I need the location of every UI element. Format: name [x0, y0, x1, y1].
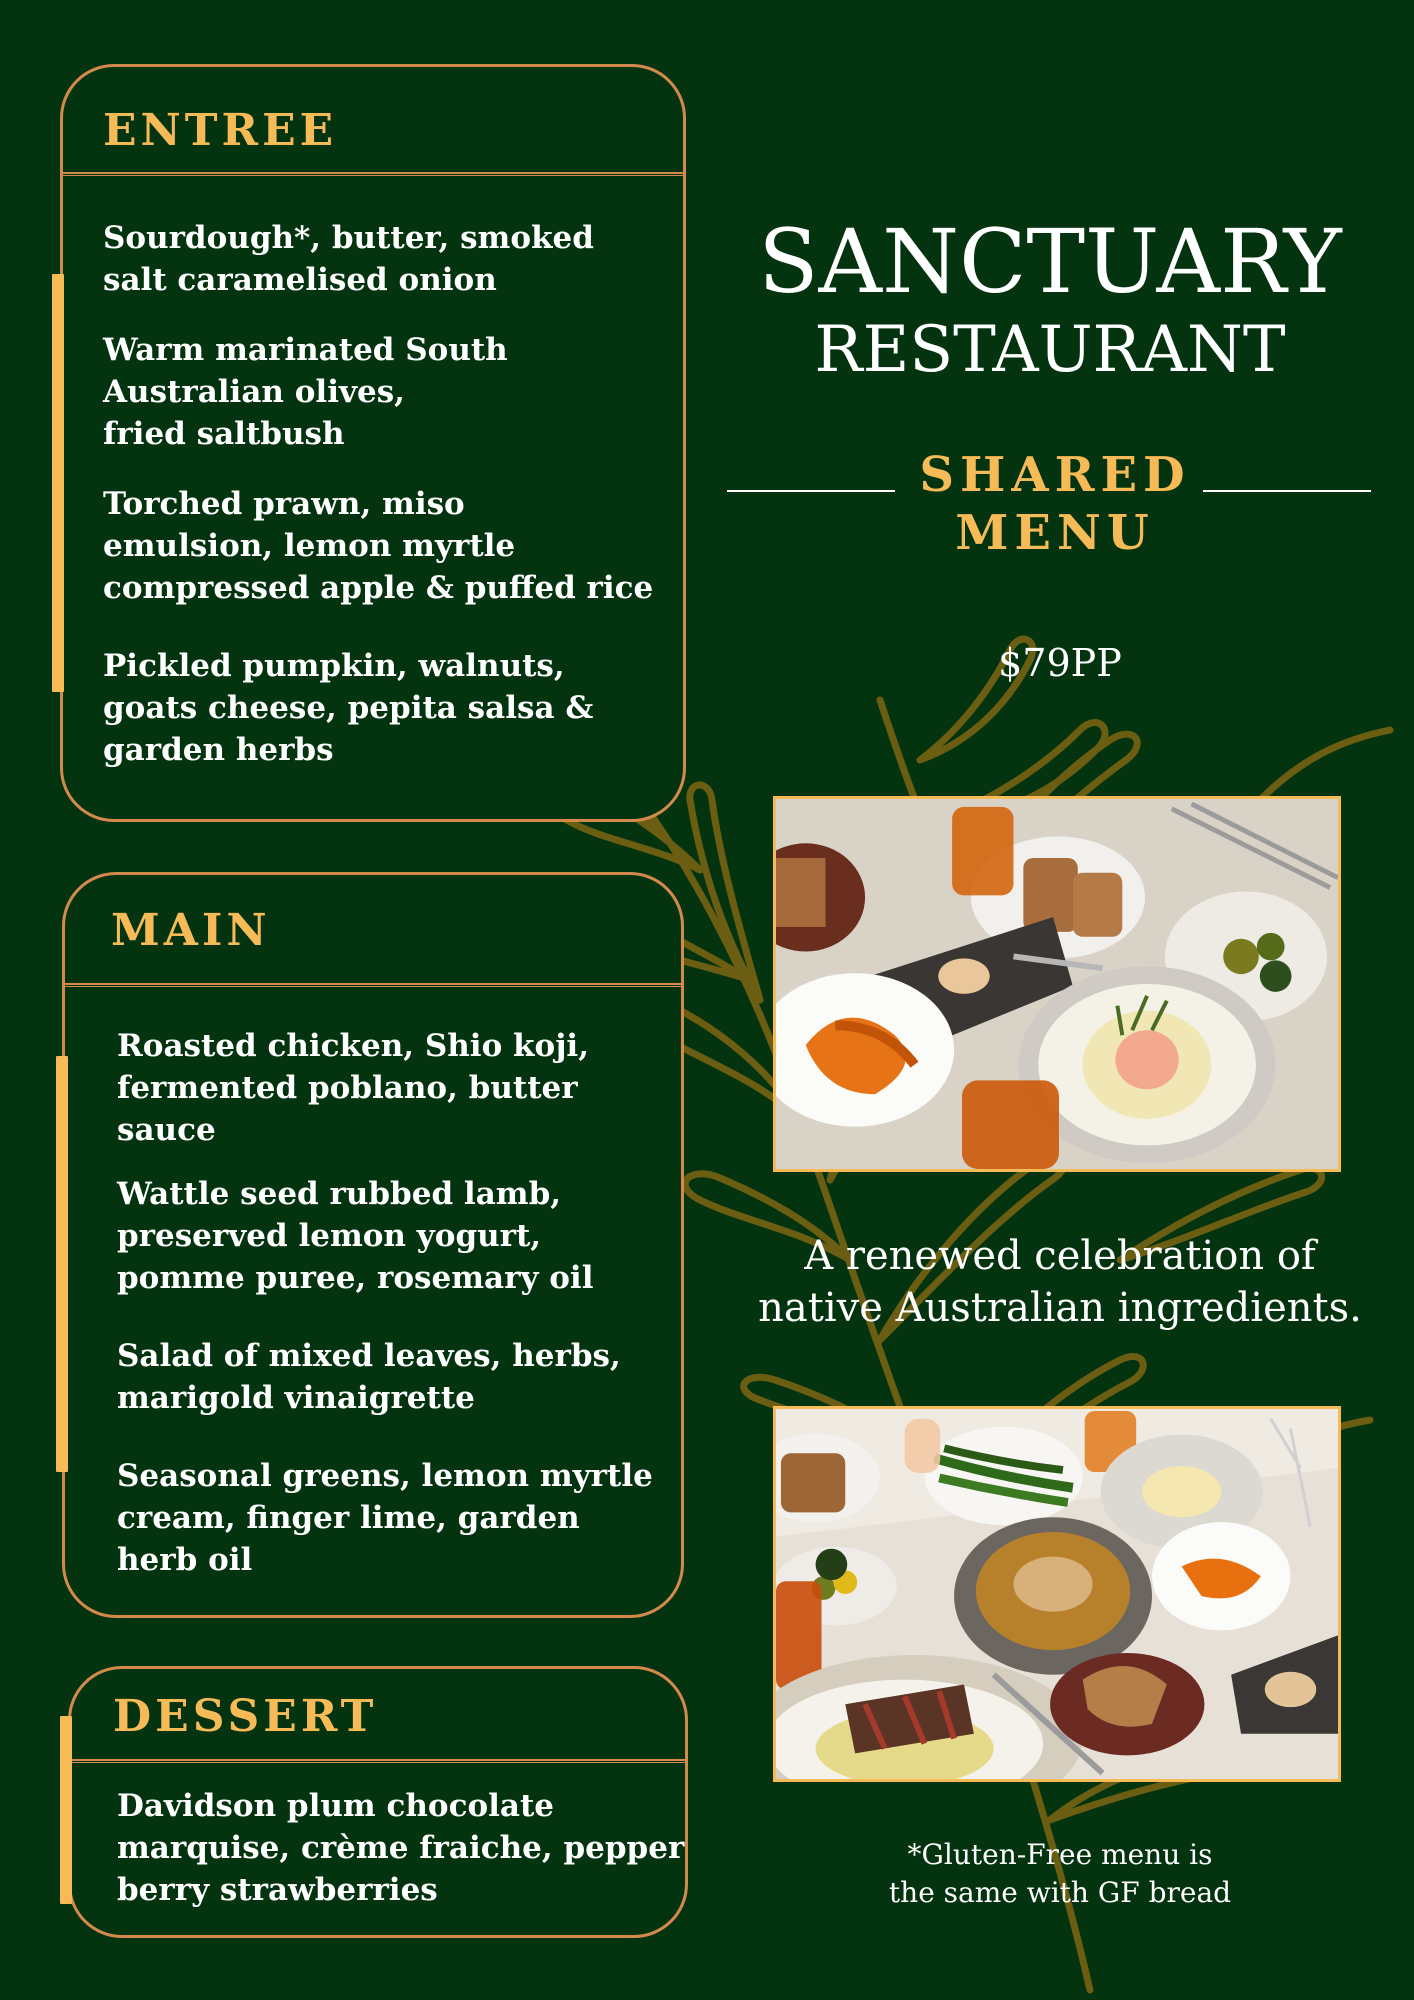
- entree-title: ENTREE: [103, 105, 338, 156]
- dessert-accent-bar: [60, 1716, 72, 1904]
- entree-card: [60, 64, 686, 822]
- main-item-3: Salad of mixed leaves, herbs, marigold vinaigrette: [117, 1338, 621, 1416]
- heading-rule-right: [1203, 490, 1371, 492]
- shared-menu-heading: SHARED MENU: [919, 447, 1191, 561]
- table-setting-photo: [773, 1406, 1341, 1782]
- gluten-free-note: *Gluten-Free menu is the same with GF bread: [888, 1838, 1232, 1909]
- entree-item-2: Warm marinated South Australian olives, fried saltbush: [103, 332, 508, 452]
- entree-item-4: Pickled pumpkin, walnuts, goats cheese, pepita salsa & garden herbs: [103, 648, 594, 768]
- entree-item-1: Sourdough*, butter, smoked salt caramelised onion: [103, 220, 594, 298]
- main-card: [62, 872, 684, 1618]
- main-divider: [65, 983, 681, 987]
- dessert-divider: [71, 1759, 685, 1763]
- main-title: MAIN: [111, 905, 271, 956]
- dessert-item-1: Davidson plum chocolate marquise, crème fraiche, pepper berry strawberries: [117, 1788, 685, 1908]
- dessert-card: [68, 1666, 688, 1938]
- heading-rule-left: [727, 490, 895, 492]
- dessert-title: DESSERT: [113, 1691, 378, 1742]
- restaurant-name: SANCTUARY: [758, 210, 1342, 313]
- main-item-4: Seasonal greens, lemon myrtle cream, finger lime, garden herb oil: [117, 1458, 653, 1578]
- entree-accent-bar: [52, 274, 64, 692]
- entree-divider: [63, 172, 683, 176]
- main-item-1: Roasted chicken, Shio koji, fermented poblano, butter sauce: [117, 1028, 589, 1148]
- tagline: A renewed celebration of native Australian ingredients.: [758, 1233, 1362, 1331]
- entree-item-3: Torched prawn, miso emulsion, lemon myrtle compressed apple & puffed rice: [103, 486, 654, 606]
- price-per-person: $79PP: [998, 641, 1122, 685]
- food-spread-photo: [773, 796, 1341, 1172]
- main-item-2: Wattle seed rubbed lamb, preserved lemon yogurt, pomme puree, rosemary oil: [117, 1176, 594, 1296]
- main-accent-bar: [56, 1056, 68, 1472]
- restaurant-type: RESTAURANT: [814, 313, 1286, 387]
